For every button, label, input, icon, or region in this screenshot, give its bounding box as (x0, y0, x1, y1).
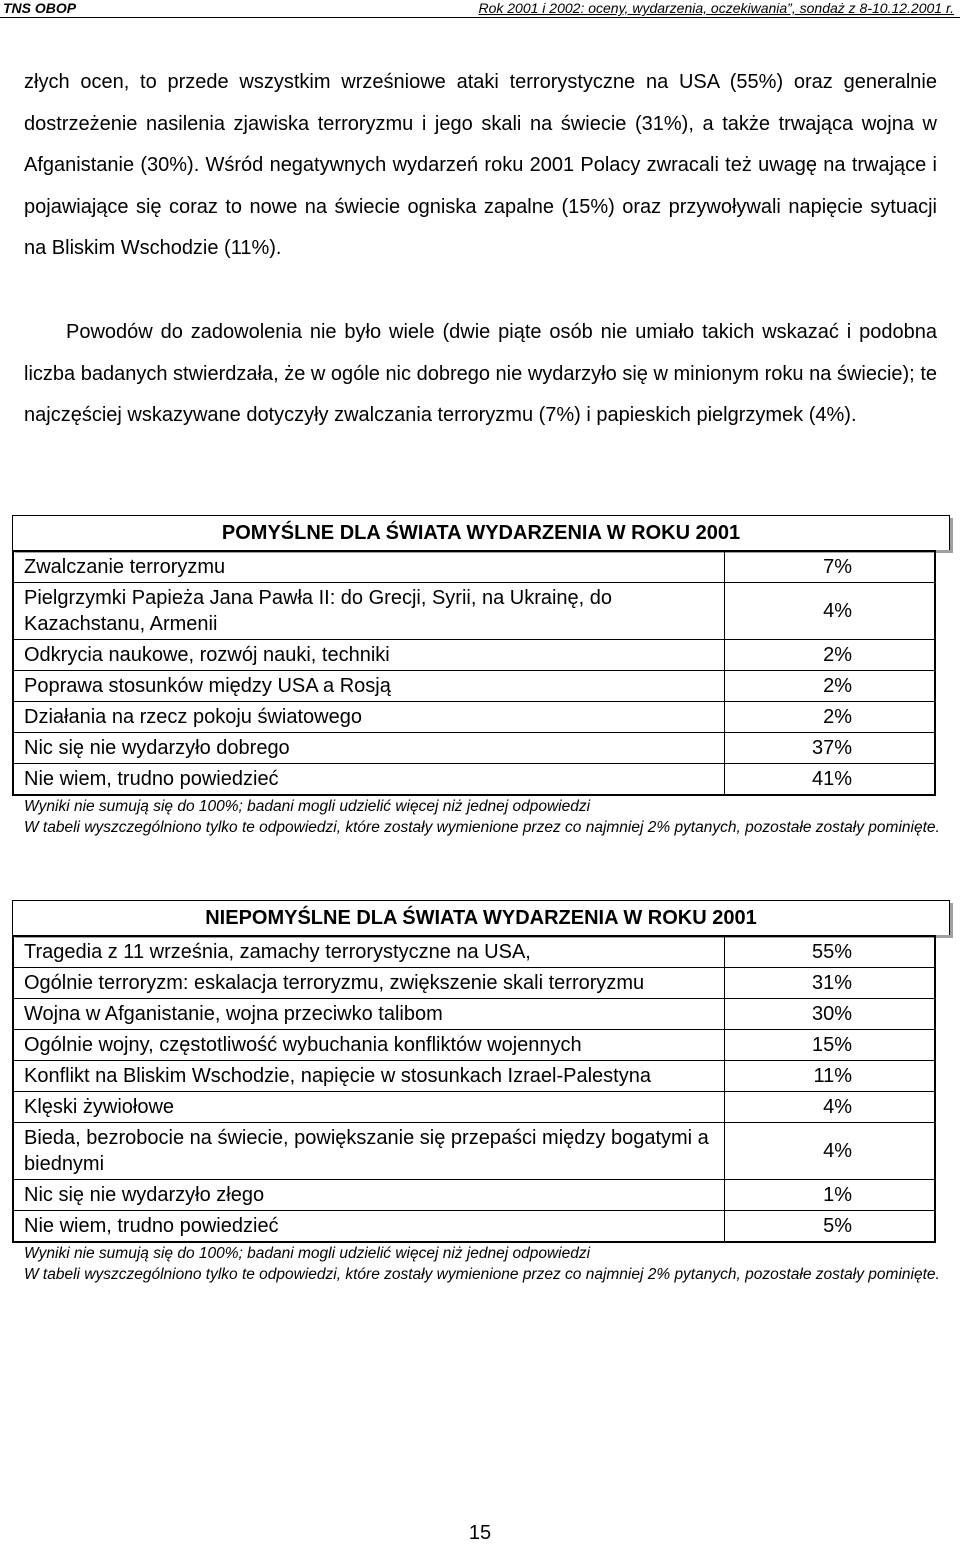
table-row (13, 702, 935, 733)
table-title: POMYŚLNE DLA ŚWIATA WYDARZENIA W ROKU 2001 (12, 515, 950, 550)
row-label: Nic się nie wydarzyło złego (13, 1180, 725, 1211)
row-value: 5% (725, 1211, 936, 1243)
table-row (13, 764, 935, 796)
table-row (13, 551, 935, 583)
table-row (13, 1123, 935, 1180)
row-label: Nic się nie wydarzyło dobrego (13, 733, 725, 764)
row-value: 1% (725, 1180, 936, 1211)
table-note-sum: Wyniki nie sumują się do 100%; badani mogli udzielić więcej niż jednej odpowiedzi (24, 1245, 591, 1262)
header-publisher: TNS OBOP (3, 0, 77, 16)
table-row (13, 1061, 935, 1092)
table-row (13, 671, 935, 702)
table-row (13, 936, 935, 968)
row-value: 7% (725, 551, 936, 583)
row-value: 30% (725, 999, 936, 1030)
results-table (12, 550, 936, 796)
results-table (12, 935, 936, 1243)
paragraph-negative-events: złych ocen, to przede wszystkim wrześniowe ataki terrorystyczne na USA (55%) oraz generalnie dostrzeżenie nasilenia zjawiska terroryzmu i jego skali na świecie (31%), a także trwająca wojna w Afganistanie (30%). Wśród negatywnych wydarzeń roku 2001 Polacy zwracali też uwagę na trwające i pojawiające się coraz to nowe na świecie ogniska zapalne (15%) oraz przywoływali napięcie sytuacji na Bliskim Wschodzie (11%). (24, 71, 937, 259)
row-label: Ogólnie terroryzm: eskalacja terroryzmu, zwiększenie skali terroryzmu (13, 968, 725, 999)
page-number: 15 (468, 1522, 492, 1544)
row-value: 4% (725, 1123, 936, 1180)
table-positive-events (12, 515, 948, 837)
row-label: Tragedia z 11 września, zamachy terrorystyczne na USA, (13, 936, 725, 968)
paragraph-positive-events: Powodów do zadowolenia nie było wiele (dwie piąte osób nie umiało takich wskazać i podobna liczba badanych stwierdzała, że w ogóle nic dobrego nie wydarzyło się w minionym roku na świecie); te najczęściej wskazywane dotyczyły zwalczania terroryzmu (7%) i papieskich pielgrzymek (4%). (24, 321, 937, 426)
table-row (13, 1180, 935, 1211)
row-value: 2% (725, 671, 936, 702)
table-title: NIEPOMYŚLNE DLA ŚWIATA WYDARZENIA W ROKU 2001 (12, 900, 950, 935)
row-label: Konflikt na Bliskim Wschodzie, napięcie w stosunkach Izrael-Palestyna (13, 1061, 725, 1092)
table-row (13, 999, 935, 1030)
row-value: 2% (725, 702, 936, 733)
header-report-title: Rok 2001 i 2002: oceny, wydarzenia, oczekiwania”, sondaż z 8-10.12.2001 r. (478, 0, 954, 16)
row-label: Nie wiem, trudno powiedzieć (13, 764, 725, 796)
row-value: 4% (725, 583, 936, 640)
row-value: 55% (725, 936, 936, 968)
row-label: Klęski żywiołowe (13, 1092, 725, 1123)
table-row (13, 968, 935, 999)
row-label: Poprawa stosunków między USA a Rosją (13, 671, 725, 702)
row-label: Działania na rzecz pokoju światowego (13, 702, 725, 733)
row-value: 11% (725, 1061, 936, 1092)
row-value: 4% (725, 1092, 936, 1123)
table-negative-events (12, 900, 948, 1284)
table-note-threshold: W tabeli wyszczególniono tylko te odpowiedzi, które zostały wymienione przez co najmniej 2% pytanych, pozostałe zostały pominięte. (24, 1265, 940, 1283)
row-label: Pielgrzymki Papieża Jana Pawła II: do Grecji, Syrii, na Ukrainę, do Kazachstanu, Armenii (13, 583, 725, 640)
row-value: 37% (725, 733, 936, 764)
table-note-sum: Wyniki nie sumują się do 100%; badani mogli udzielić więcej niż jednej odpowiedzi (24, 798, 591, 815)
table-note-threshold: W tabeli wyszczególniono tylko te odpowiedzi, które zostały wymienione przez co najmniej 2% pytanych, pozostałe zostały pominięte. (24, 818, 940, 836)
table-row (13, 640, 935, 671)
row-label: Odkrycia naukowe, rozwój nauki, techniki (13, 640, 725, 671)
row-label: Ogólnie wojny, częstotliwość wybuchania konfliktów wojennych (13, 1030, 725, 1061)
row-label: Wojna w Afganistanie, wojna przeciwko talibom (13, 999, 725, 1030)
running-header (0, 0, 960, 18)
row-value: 15% (725, 1030, 936, 1061)
row-value: 41% (725, 764, 936, 796)
table-row (13, 1030, 935, 1061)
row-value: 31% (725, 968, 936, 999)
table-row (13, 733, 935, 764)
row-value: 2% (725, 640, 936, 671)
row-label: Bieda, bezrobocie na świecie, powiększanie się przepaści między bogatymi a biednymi (13, 1123, 725, 1180)
row-label: Zwalczanie terroryzmu (13, 551, 725, 583)
table-row (13, 583, 935, 640)
row-label: Nie wiem, trudno powiedzieć (13, 1211, 725, 1243)
table-row (13, 1092, 935, 1123)
table-row (13, 1211, 935, 1243)
